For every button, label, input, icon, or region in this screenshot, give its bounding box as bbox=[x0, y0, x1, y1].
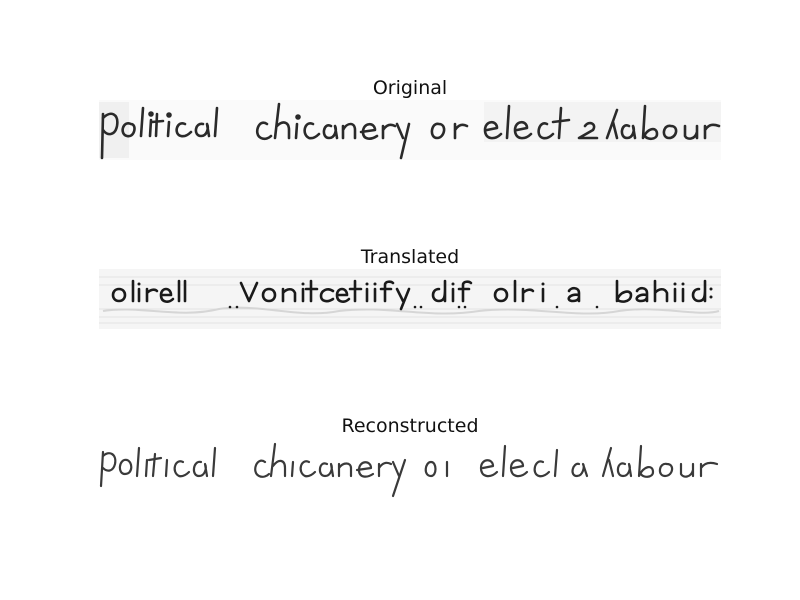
reconstructed-image bbox=[99, 438, 721, 498]
translated-image bbox=[99, 269, 721, 329]
original-image bbox=[99, 100, 721, 160]
panel-title-reconstructed: Reconstructed bbox=[341, 415, 479, 437]
panel-title-original: Original bbox=[372, 77, 448, 99]
panel-title-translated: Translated bbox=[360, 246, 460, 268]
